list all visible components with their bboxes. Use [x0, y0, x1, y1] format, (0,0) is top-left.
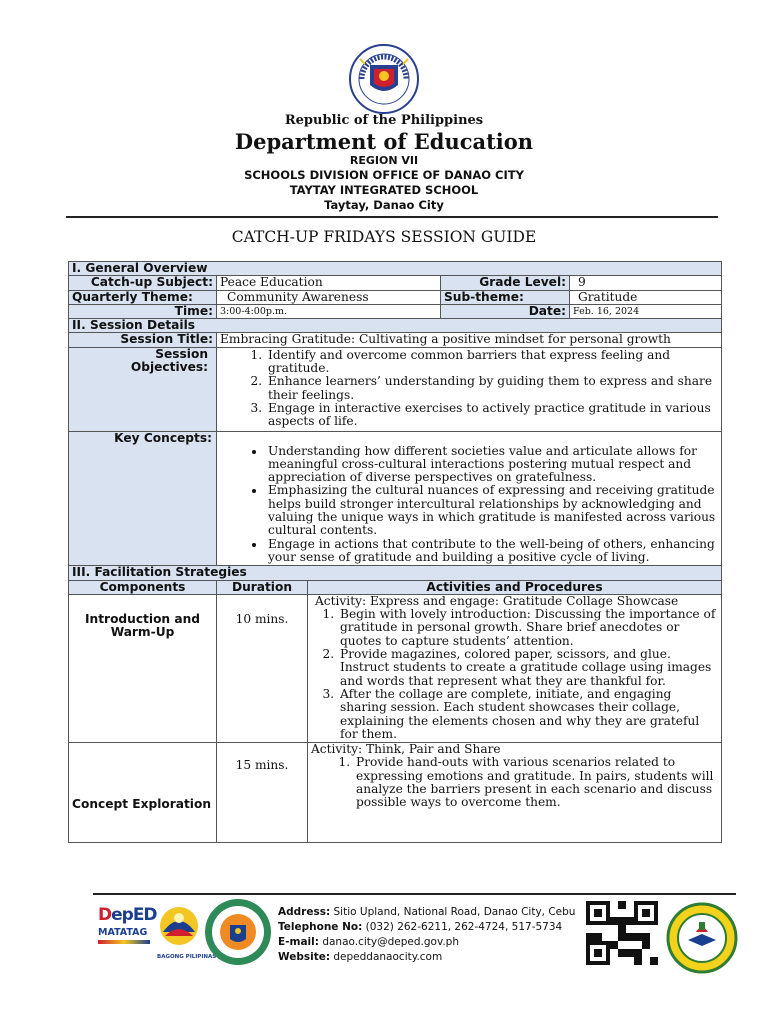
duration-intro: 10 mins. [217, 594, 308, 742]
component-intro: Introduction and Warm-Up [69, 594, 217, 742]
concept-item: • Emphasizing the cultural nuances of expressing and receiving gratitude helps build stronger intercultural relationships by acknowledging and valuing the unique ways in which gratitude is manifested across various cultural contents. [266, 484, 718, 537]
school-heading: TAYTAY INTEGRATED SCHOOL [289, 183, 479, 197]
section-general-overview: I. General Overview [69, 262, 722, 276]
republic-heading: Republic of the Philippines [284, 113, 484, 128]
website-value[interactable]: depeddanaocity.com [333, 951, 443, 963]
concept-item: • Understanding how different societies value and articulate allows for meaningful cross-cultural interactions postering mutual respect and appreciation of diverse perspectives on gratefulness. [266, 445, 718, 485]
qr-code-icon [586, 900, 658, 966]
session-title-label: Session Title: [69, 333, 217, 347]
objectives-label [69, 347, 217, 431]
subtheme-value: Gratitude [570, 290, 722, 304]
bagong-pilipinas-text: BAGONG PILIPINAS [157, 954, 217, 960]
section-facilitation: III. Facilitation Strategies [69, 566, 722, 580]
objectives-list-cell [217, 347, 722, 431]
session-title-value: Embracing Gratitude: Cultivating a positive mindset for personal growth [217, 333, 722, 347]
objective-item: 1. Identify and overcome common barriers that express feeling and gratitude. [266, 349, 718, 376]
telephone-label: Telephone No: [278, 921, 363, 933]
grade-label: Grade Level: [441, 276, 570, 290]
date-label: Date: [441, 304, 570, 318]
component-concept: Concept Exploration [69, 743, 217, 843]
procedure-step: 3. After the collage are complete, initiate, and engaging sharing session. Each student showcases their collage, explaining the elements chosen and why they are grateful for them. [338, 688, 718, 741]
col-activities-header: Activities and Procedures [308, 580, 722, 594]
telephone-value: (032) 262-6211, 262-4724, 517-5734 [365, 921, 563, 933]
objective-item: 3. Engage in interactive exercises to actively practice gratitude in various aspects of life. [266, 402, 718, 429]
website-label: Website: [278, 951, 331, 963]
objectives-list [220, 349, 718, 429]
session-guide-table [68, 261, 722, 843]
footer-divider [93, 893, 736, 895]
subtheme-label: Sub-theme: [441, 290, 570, 304]
activities-intro-cell [308, 594, 722, 742]
address-label: Address: [278, 906, 331, 918]
procedure-step: 1. Provide hand-outs with various scenarios related to expressing emotions and gratitude. In pairs, students will analyze the barriers present in each scenario and discuss possible ways to overcome them. [354, 756, 718, 809]
document-title: CATCH-UP FRIDAYS SESSION GUIDE [231, 228, 537, 246]
section-session-details: II. Session Details [69, 319, 722, 333]
deped-matatag-logo [98, 905, 157, 965]
time-label: Time: [69, 304, 217, 318]
concept-steps-list [311, 756, 718, 809]
department-heading: Department of Education [234, 129, 534, 154]
key-concepts-list [220, 445, 718, 565]
bagong-pilipinas-logo [157, 902, 217, 962]
bagong-pilipinas-emblem [157, 902, 201, 950]
duration-concept: 15 mins. [217, 743, 308, 843]
region-heading: REGION VII [349, 154, 419, 167]
email-label: E-mail: [278, 936, 319, 948]
location-heading: Taytay, Danao City [324, 198, 444, 212]
col-components-header: Components [69, 580, 217, 594]
address-value: Sitio Upland, National Road, Danao City, Cebu [333, 906, 576, 918]
activity-concept-title: Activity: Think, Pair and Share [311, 742, 501, 757]
activity-intro-title: Activity: Express and engage: Gratitude Collage Showcase [315, 593, 679, 608]
subject-label: Catch-up Subject: [69, 276, 217, 290]
division-heading: SCHOOLS DIVISION OFFICE OF DANAO CITY [244, 168, 524, 182]
date-value: Feb. 16, 2024 [570, 304, 722, 318]
deped-seal-logo [348, 43, 420, 115]
grade-value: 9 [570, 276, 722, 290]
col-duration-header: Duration [217, 580, 308, 594]
procedure-step: 2. Provide magazines, colored paper, scissors, and glue. Instruct students to create a gratitude collage using images and words that represent what they are thankful for. [338, 648, 718, 688]
header-divider [66, 216, 718, 218]
activities-concept-cell [308, 743, 722, 843]
taytay-school-seal-logo [666, 902, 738, 974]
key-concepts-label: Key Concepts: [69, 431, 217, 566]
footer-contact [278, 905, 575, 965]
objectives-label-line2: Objectives: [130, 360, 208, 375]
concept-item: • Engage in actions that contribute to the well-being of others, enhancing your sense of gratitude and building a positive cycle of living. [266, 538, 718, 565]
division-seal-logo [203, 897, 273, 967]
key-concepts-cell [217, 431, 722, 566]
email-value[interactable]: danao.city@deped.gov.ph [322, 936, 459, 948]
objectives-label-line1: Session [155, 346, 208, 361]
time-value: 3:00-4:00p.m. [217, 304, 441, 318]
objective-item: 2. Enhance learners’ understanding by guiding them to express and share their feelings. [266, 375, 718, 402]
theme-value: Community Awareness [217, 290, 441, 304]
intro-steps-list [311, 608, 718, 741]
procedure-step: 1. Begin with lovely introduction: Discussing the importance of gratitude in personal growth. Share brief anecdotes or quotes to capture students’ attention. [338, 608, 718, 648]
matatag-wordmark: MATATAG [98, 927, 148, 938]
subject-value: Peace Education [217, 276, 441, 290]
deped-wordmark: DepED [98, 905, 157, 925]
theme-label: Quarterly Theme: [69, 290, 217, 304]
